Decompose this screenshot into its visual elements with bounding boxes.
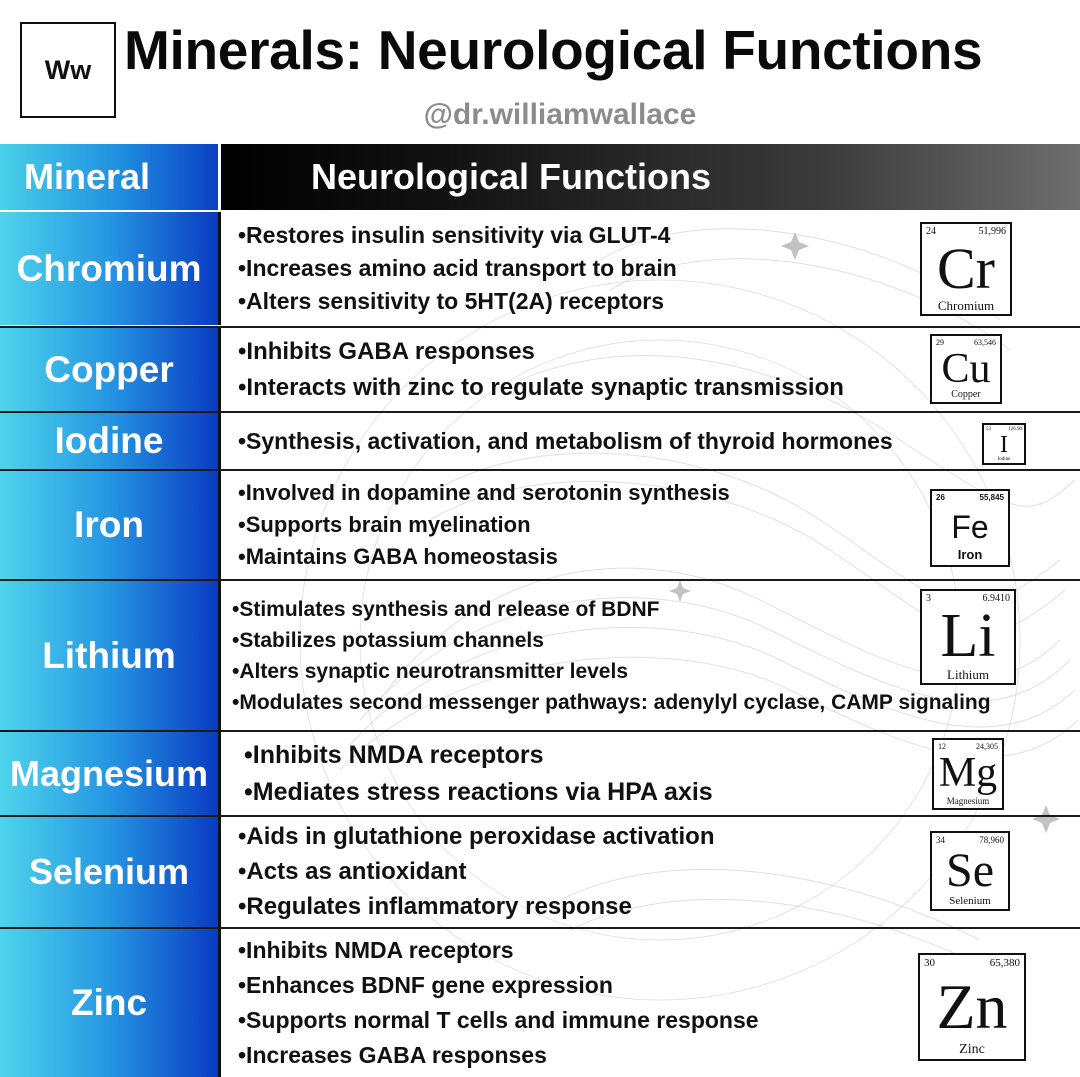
element-tile-chromium — [920, 222, 1012, 316]
row-divider — [0, 927, 1080, 929]
element-symbol: Cr — [937, 236, 995, 301]
element-tile-lithium — [920, 589, 1016, 685]
atomic-mass: 6.9410 — [982, 593, 1010, 604]
row-divider — [0, 730, 1080, 732]
element-tile-zinc — [918, 953, 1026, 1061]
element-symbol: Fe — [951, 509, 989, 545]
column-divider — [218, 732, 221, 815]
element-tile-copper — [930, 334, 1002, 404]
atomic-number: 12 — [938, 742, 946, 751]
element-name: Iodine — [997, 457, 1011, 462]
author-handle: @dr.williamwallace — [423, 98, 697, 131]
function-item: •Maintains GABA homeostasis — [238, 544, 558, 569]
function-item: •Alters synaptic neurotransmitter levels — [232, 659, 628, 683]
element-symbol: Mg — [938, 750, 998, 796]
element-name: Copper — [951, 389, 981, 400]
atomic-number: 30 — [924, 957, 935, 969]
table-row-selenium — [0, 817, 1080, 927]
column-divider — [218, 212, 221, 325]
function-item: •Supports normal T cells and immune response — [238, 1007, 759, 1033]
function-list — [232, 581, 991, 730]
mineral-name: Chromium — [0, 212, 218, 325]
element-tile-selenium — [930, 831, 1010, 911]
table-row-magnesium — [0, 732, 1080, 815]
atomic-mass: 63,546 — [974, 338, 996, 347]
atomic-mass: 78,960 — [979, 835, 1004, 845]
logo — [20, 22, 116, 118]
element-name: Chromium — [937, 298, 995, 313]
column-divider — [218, 413, 221, 469]
mineral-name: Magnesium — [0, 732, 218, 815]
function-item: •Alters sensitivity to 5HT(2A) receptors — [238, 288, 665, 314]
element-name: Iron — [957, 547, 983, 562]
row-divider — [0, 411, 1080, 413]
element-name: Magnesium — [946, 796, 990, 806]
element-name: Selenium — [949, 895, 991, 907]
atomic-number: 29 — [936, 338, 944, 347]
element-symbol: Zn — [936, 971, 1008, 1042]
mineral-name: Selenium — [0, 817, 218, 927]
column-divider — [218, 817, 221, 927]
function-list — [244, 732, 713, 815]
table-row-lithium — [0, 581, 1080, 730]
function-item: •Interacts with zinc to regulate synaptic transmission — [238, 373, 844, 401]
element-name: Lithium — [947, 667, 989, 682]
mineral-name: Zinc — [0, 929, 218, 1077]
function-list — [238, 929, 759, 1077]
mineral-name: Lithium — [0, 581, 218, 730]
function-item: •Increases GABA responses — [238, 1042, 547, 1068]
table-row-iron — [0, 471, 1080, 579]
function-list — [238, 471, 730, 579]
function-item: •Mediates stress reactions via HPA axis — [244, 777, 713, 806]
atomic-number: 26 — [936, 493, 945, 502]
atomic-number: 3 — [926, 593, 931, 604]
atomic-mass: 126.90 — [1008, 427, 1022, 432]
function-item: •Involved in dopamine and serotonin synthesis — [238, 480, 730, 505]
element-symbol: Se — [946, 844, 994, 897]
element-symbol: Cu — [941, 346, 991, 392]
atomic-mass: 51,996 — [978, 226, 1006, 237]
function-item: •Acts as antioxidant — [238, 858, 467, 885]
function-item: •Regulates inflammatory response — [238, 893, 632, 920]
element-symbol: Li — [940, 602, 996, 670]
table-row-copper — [0, 328, 1080, 411]
page-title: Minerals: Neurological Functions — [124, 19, 983, 81]
row-divider — [0, 579, 1080, 581]
mineral-name: Copper — [0, 328, 218, 411]
column-divider — [218, 581, 221, 730]
column-header-functions: Neurological Functions — [221, 144, 1080, 210]
table-row-chromium — [0, 212, 1080, 325]
function-list — [238, 817, 714, 927]
function-item: •Restores insulin sensitivity via GLUT-4 — [238, 222, 671, 248]
atomic-mass: 24,305 — [976, 742, 998, 751]
element-tile-iron — [930, 489, 1010, 567]
logo-text: Ww — [44, 54, 92, 85]
table-row-iodine — [0, 413, 1080, 469]
column-header-mineral: Mineral — [0, 144, 218, 210]
atomic-number: 34 — [936, 835, 945, 845]
function-list — [238, 413, 893, 469]
element-symbol: I — [1000, 432, 1008, 458]
atomic-mass: 65,380 — [989, 957, 1020, 969]
function-list — [238, 212, 677, 325]
function-item: •Modulates second messenger pathways: adenylyl cyclase, CAMP signaling — [232, 690, 991, 714]
column-divider — [218, 471, 221, 579]
function-item: •Inhibits NMDA receptors — [238, 937, 514, 963]
table-row-zinc — [0, 929, 1080, 1077]
function-item: •Supports brain myelination — [238, 512, 531, 537]
function-item: •Enhances BDNF gene expression — [238, 972, 613, 998]
atomic-mass: 55,845 — [979, 493, 1004, 502]
function-item: •Inhibits GABA responses — [238, 337, 535, 365]
function-item: •Stabilizes potassium channels — [232, 628, 544, 652]
atomic-number: 53 — [986, 427, 991, 432]
row-divider — [0, 469, 1080, 471]
row-divider — [0, 815, 1080, 817]
function-item: •Inhibits NMDA receptors — [244, 740, 544, 769]
column-divider — [218, 328, 221, 411]
element-tile-iodine — [982, 423, 1026, 465]
function-list — [238, 328, 844, 411]
function-item: •Synthesis, activation, and metabolism of thyroid hormones — [238, 427, 893, 454]
element-name: Zinc — [959, 1042, 985, 1057]
function-item: •Increases amino acid transport to brain — [238, 255, 677, 281]
mineral-name: Iodine — [0, 413, 218, 469]
atomic-number: 24 — [926, 226, 936, 237]
function-item: •Stimulates synthesis and release of BDNF — [232, 597, 660, 621]
element-tile-magnesium — [932, 738, 1004, 810]
function-item: •Aids in glutathione peroxidase activation — [238, 823, 715, 850]
row-divider — [0, 326, 1080, 328]
mineral-name: Iron — [0, 471, 218, 579]
column-divider — [218, 929, 221, 1077]
